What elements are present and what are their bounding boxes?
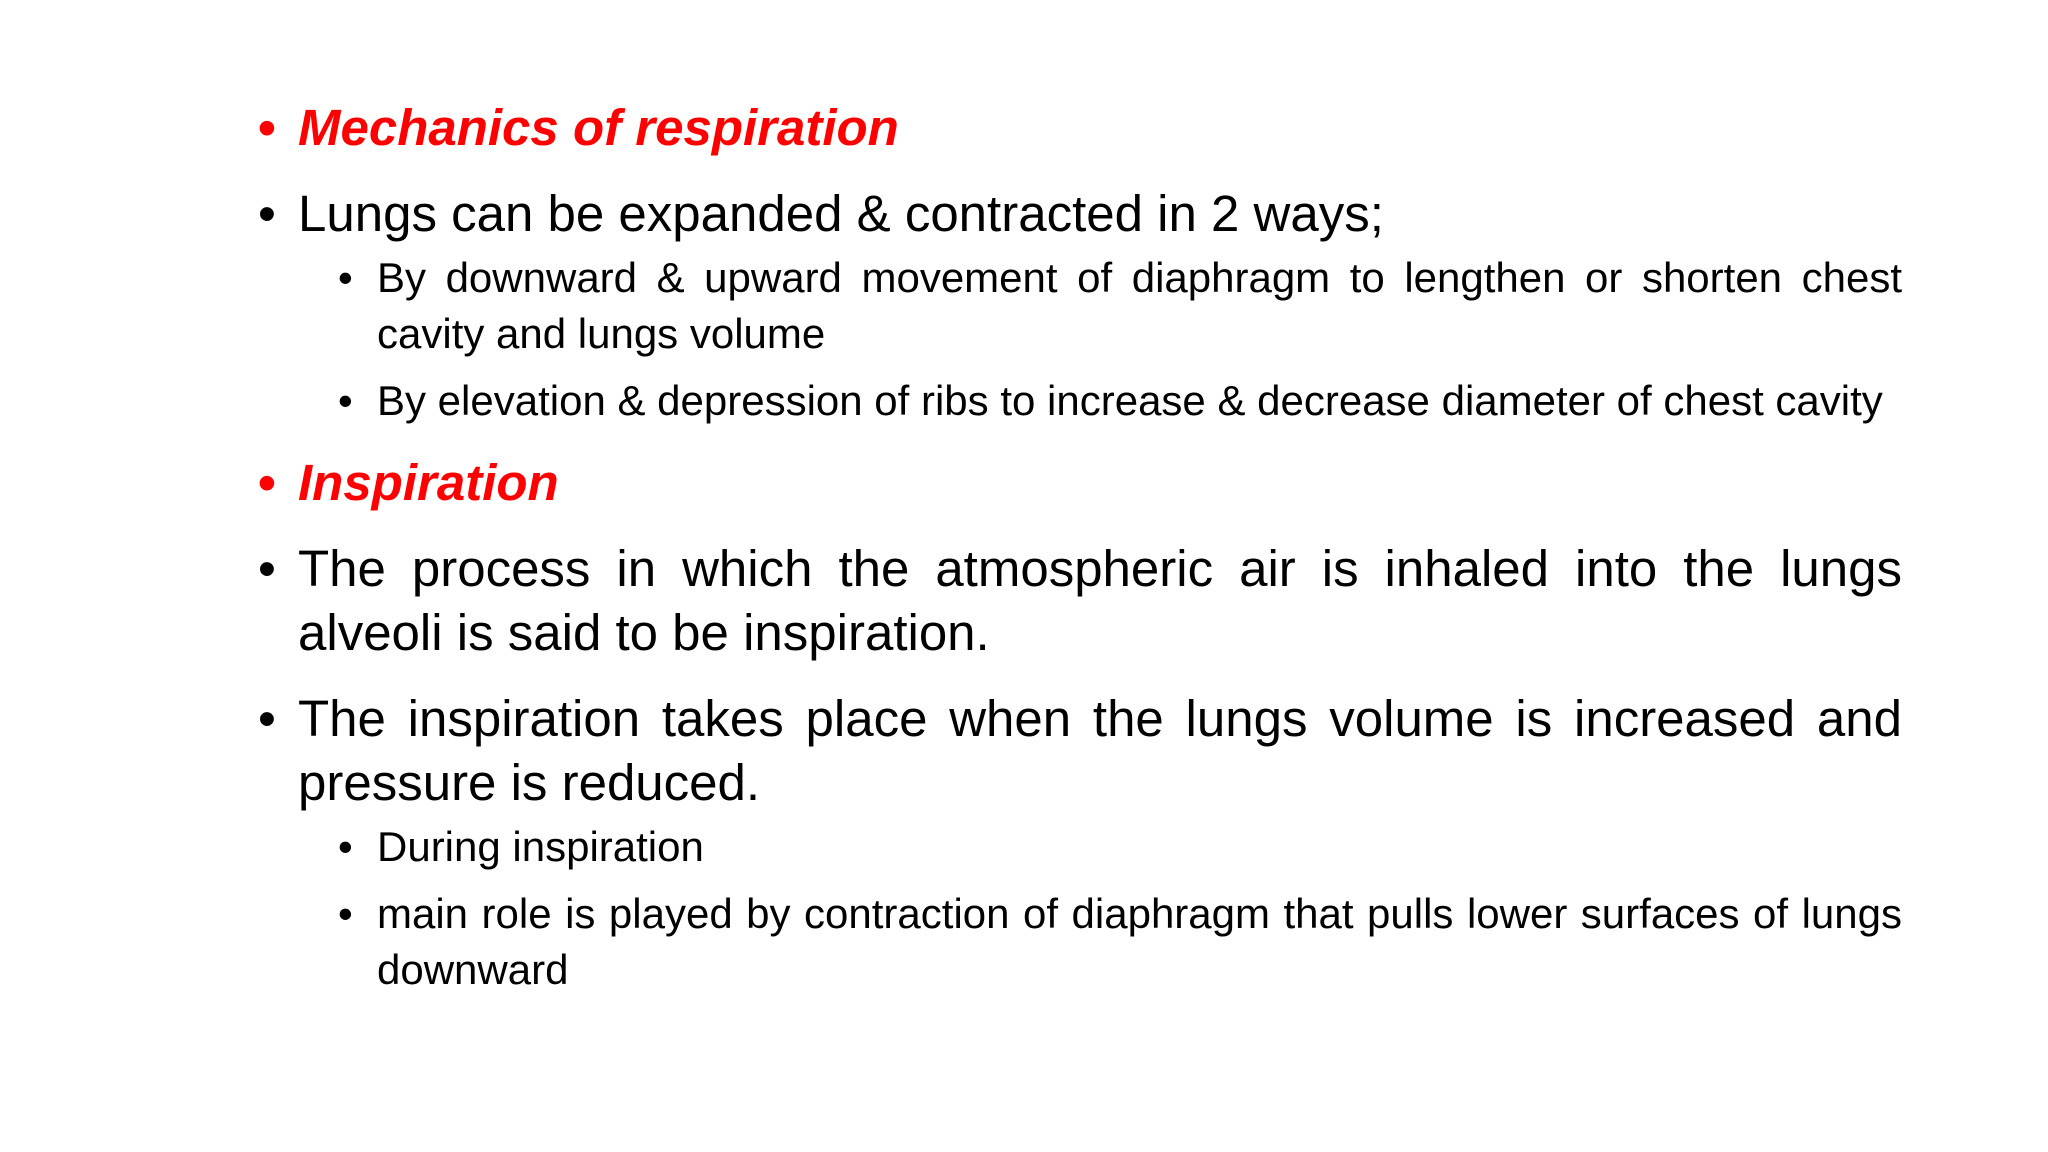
bullet-text: Lungs can be expanded & contracted in 2 ways;: [298, 185, 1384, 242]
bullet-text: Mechanics of respiration: [298, 99, 899, 156]
bullet-icon: •: [258, 185, 276, 242]
sub-bullet-item: [258, 373, 1902, 429]
slide-content: [258, 96, 1902, 998]
sub-bullet-item: [258, 886, 1902, 998]
bullet-icon: •: [338, 823, 353, 870]
bullet-item: [258, 182, 1902, 429]
bullet-icon: •: [338, 377, 353, 424]
sub-bullet-text: By elevation & depression of ribs to increase & decrease diameter of chest cavity: [377, 377, 1883, 424]
bullet-text: The process in which the atmospheric air is inhaled into the lungs alveoli is said to be inspiration.: [298, 540, 1902, 661]
sub-bullet-list: [298, 250, 1902, 429]
bullet-text: Inspiration: [298, 454, 559, 511]
sub-bullet-list: [298, 819, 1902, 998]
bullet-icon: •: [338, 890, 353, 937]
bullet-icon: •: [258, 540, 276, 597]
sub-bullet-item: [258, 250, 1902, 362]
sub-bullet-text: During inspiration: [377, 823, 704, 870]
bullet-item: [258, 537, 1902, 665]
bullet-icon: •: [258, 99, 276, 156]
bullet-text: The inspiration takes place when the lungs volume is increased and pressure is reduced.: [298, 690, 1902, 811]
bullet-icon: •: [258, 690, 276, 747]
bullet-icon: •: [258, 454, 276, 511]
heading-inspiration: [258, 451, 1902, 515]
bullet-list: [258, 96, 1902, 998]
sub-bullet-text: main role is played by contraction of diaphragm that pulls lower surfaces of lungs downward: [377, 890, 1902, 993]
sub-bullet-text: By downward & upward movement of diaphragm to lengthen or shorten chest cavity and lungs volume: [377, 254, 1902, 357]
bullet-icon: •: [338, 254, 353, 301]
bullet-item: [258, 687, 1902, 998]
sub-bullet-item: [258, 819, 1902, 875]
heading-mechanics-of-respiration: [258, 96, 1902, 160]
